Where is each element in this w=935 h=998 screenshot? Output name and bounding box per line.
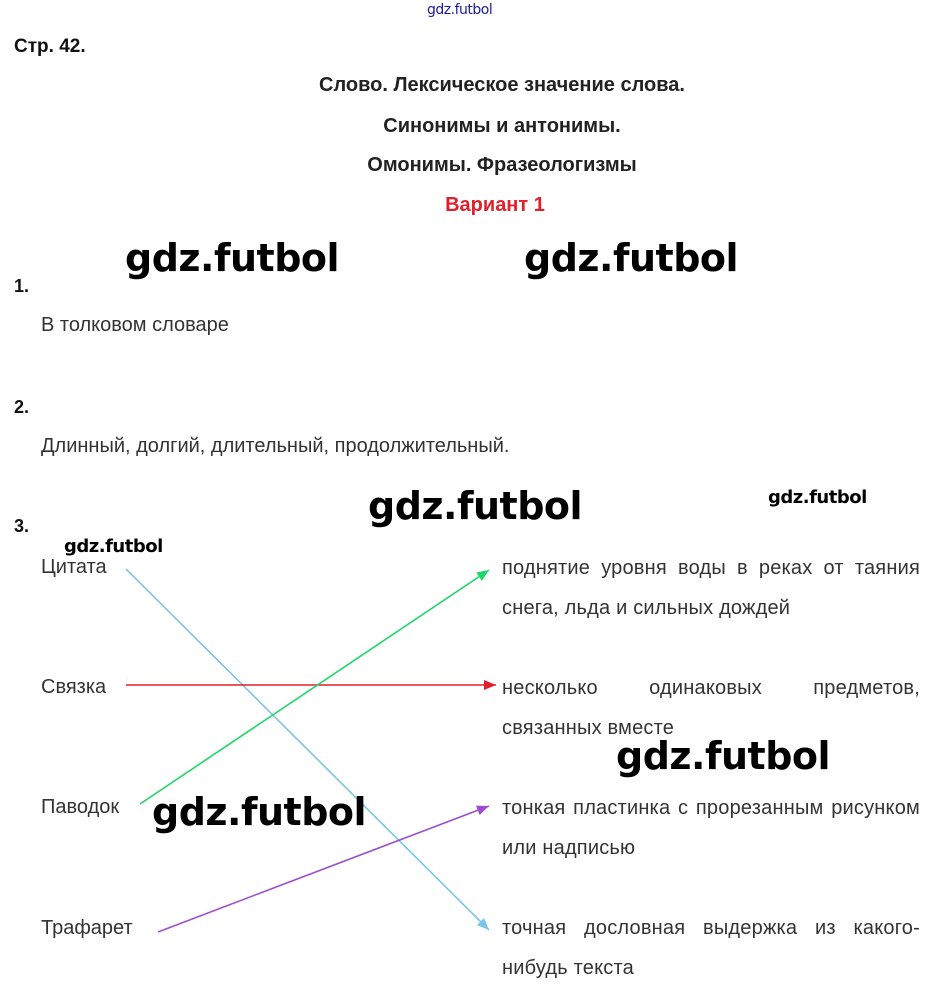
arrowhead-pavodok (476, 570, 489, 581)
variant-label: Вариант 1 (445, 194, 545, 216)
definition-4: точная дословная выдержка из какого-нибудь текста (502, 917, 920, 979)
watermark: gdz.futbol (125, 236, 340, 280)
definition-2: несколько одинаковых предметов, связанных вместе (502, 677, 920, 739)
question-2-answer: Длинный, долгий, длительный, продолжительный. (41, 435, 510, 457)
watermark: gdz.futbol (524, 236, 739, 280)
watermark-top: gdz.futbol (427, 2, 493, 18)
arrowhead-svyazka (484, 680, 496, 690)
definition-1: поднятие уровня воды в реках от таяния снега, льда и сильных дождей (502, 557, 920, 619)
term-trafaret: Трафарет (41, 917, 133, 939)
term-citata: Цитата (41, 556, 107, 578)
question-1-answer: В толковом словаре (41, 314, 229, 336)
match-line-pavodok (140, 570, 489, 804)
question-1-number: 1. (14, 276, 30, 296)
page-number: Стр. 42. (14, 36, 86, 57)
watermark: gdz.futbol (152, 790, 367, 834)
page-title-line-3: Омонимы. Фразеологизмы (367, 154, 637, 176)
question-3-number: 3. (14, 516, 30, 536)
page-title-line-2: Синонимы и антонимы. (383, 115, 621, 137)
term-pavodok: Паводок (41, 796, 120, 818)
watermark: gdz.futbol (368, 484, 583, 528)
definition-3: тонкая пластинка с прорезанным рисунком или надписью (502, 797, 920, 859)
question-2-number: 2. (14, 397, 30, 417)
watermark: gdz.futbol (768, 487, 867, 508)
watermark: gdz.futbol (616, 734, 831, 778)
page-title-line-1: Слово. Лексическое значение слова. (319, 74, 685, 96)
term-svyazka: Связка (41, 676, 107, 698)
arrowhead-trafaret (476, 806, 489, 815)
watermark: gdz.futbol (64, 536, 163, 557)
